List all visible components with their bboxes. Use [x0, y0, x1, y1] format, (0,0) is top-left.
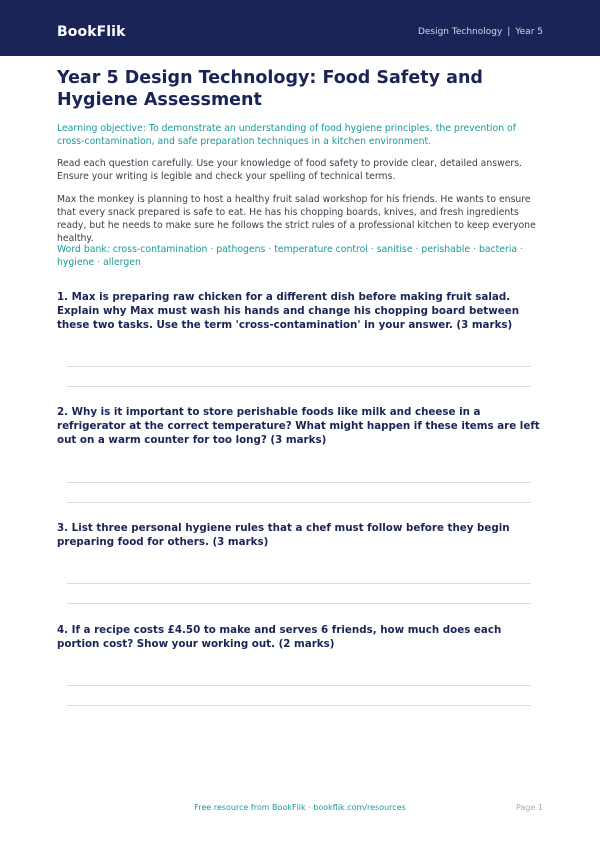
footer-link[interactable]: Free resource from BookFlik · bookflik.com/resources — [194, 803, 406, 812]
question-2: 2. Why is it important to store perishable foods like milk and cheese in a refrigerator at the correct temperature? What might happen if these items are left out on a warm counter for too long? (3 marks) — [57, 406, 540, 447]
question-3: 3. List three personal hygiene rules that a chef must follow before they begin preparing food for others. (3 marks) — [57, 522, 510, 549]
question-1: 1. Max is preparing raw chicken for a different dish before making fruit salad. Explain why Max must wash his hands and change his chopping board between these two tasks. Use the term 'cross-contamination' in your answer. (3 marks) — [57, 291, 520, 332]
answer-line-q4-2[interactable] — [67, 705, 531, 706]
page-title: Year 5 Design Technology: Food Safety and Hygiene Assessment — [57, 68, 483, 110]
question-4: 4. If a recipe costs £4.50 to make and serves 6 friends, how much does each portion cost? Show your working out. (2 marks) — [57, 624, 502, 651]
scenario-text: Max the monkey is planning to host a healthy fruit salad workshop for his friends. He wants to ensure that every snack prepared is safe to eat. He has his chopping boards, knives, and fresh ingredients ready, but he needs to make sure he follows the strict rules of a professional kitchen to keep everyone healthy. — [57, 194, 536, 244]
answer-line-q4-1[interactable] — [67, 685, 531, 686]
answer-line-q2-1[interactable] — [67, 482, 531, 483]
page-number: Page 1 — [516, 803, 543, 812]
answer-line-q2-2[interactable] — [67, 502, 531, 503]
word-bank: Word bank: cross-contamination · pathogens · temperature control · sanitise · perishable · bacteria · hygiene · allergen — [57, 244, 524, 268]
answer-line-q3-1[interactable] — [67, 583, 531, 584]
learning-objective: Learning objective: To demonstrate an understanding of food hygiene principles, the prevention of cross-contamination, and safe preparation techniques in a kitchen environment. — [57, 123, 516, 147]
year-label: Year 5 — [515, 27, 543, 37]
brand-logo[interactable]: BookFlik — [57, 24, 126, 40]
subject-label: Design Technology — [417, 27, 503, 37]
answer-line-q1-2[interactable] — [67, 386, 531, 387]
subject-year-label — [418, 27, 543, 37]
page-header — [0, 0, 600, 56]
instructions-text: Read each question carefully. Use your knowledge of food safety to provide clear, detailed answers. Ensure your writing is legible and check your spelling of technical terms. — [57, 158, 523, 182]
subject-separator: | — [507, 27, 511, 37]
answer-line-q1-1[interactable] — [67, 366, 531, 367]
answer-line-q3-2[interactable] — [67, 603, 531, 604]
